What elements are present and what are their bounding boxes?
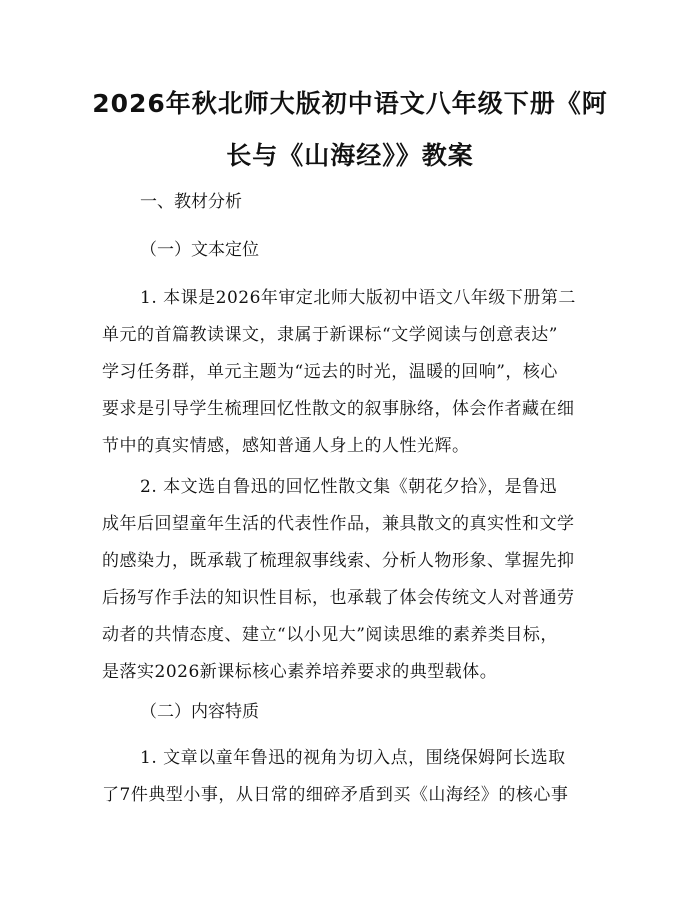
section-heading-1: 一、教材分析 (140, 192, 242, 212)
paragraph-line: 单元的首篇教读课文，隶属于新课标“文学阅读与创意表达” (102, 325, 558, 345)
subsection-heading-1: （一）文本定位 (140, 240, 259, 260)
paragraph-line: 是落实2026新课标核心素养培养要求的典型载体。 (102, 662, 498, 682)
paragraph-line: 1. 文章以童年鲁迅的视角为切入点，围绕保姆阿长选取 (140, 748, 566, 768)
paragraph-line: 节中的真实情感，感知普通人身上的人性光辉。 (102, 436, 470, 456)
subsection-heading-2: （二）内容特质 (140, 702, 259, 722)
title-line-1: 2026年秋北师大版初中语文八年级下册《阿 (92, 89, 608, 118)
paragraph-line: 1. 本课是2026年审定北师大版初中语文八年级下册第二 (140, 288, 576, 308)
paragraph-3 (102, 740, 602, 814)
paragraph-line: 要求是引导学生梳理回忆性散文的叙事脉络，体会作者藏在细 (102, 399, 575, 419)
paragraph-line: 的感染力，既承载了梳理叙事线索、分析人物形象、掌握先抑 (102, 551, 575, 571)
document-title (90, 78, 610, 182)
paragraph-line: 了7件典型小事，从日常的细碎矛盾到买《山海经》的核心事 (102, 785, 569, 805)
paragraph-line: 后扬写作手法的知识性目标，也承载了体会传统文人对普通劳 (102, 588, 575, 608)
paragraph-1 (102, 280, 602, 465)
paragraph-line: 学习任务群，单元主题为“远去的时光，温暖的回响”，核心 (102, 362, 558, 382)
paragraph-line: 动者的共情态度、建立“以小见大”阅读思维的素养类目标， (102, 625, 558, 645)
title-line-2: 长与《山海经》》教案 (226, 141, 474, 170)
paragraph-2 (102, 469, 602, 691)
paragraph-line: 成年后回望童年生活的代表性作品，兼具散文的真实性和文学 (102, 514, 575, 534)
paragraph-line: 2. 本文选自鲁迅的回忆性散文集《朝花夕拾》，是鲁迅 (140, 477, 558, 497)
